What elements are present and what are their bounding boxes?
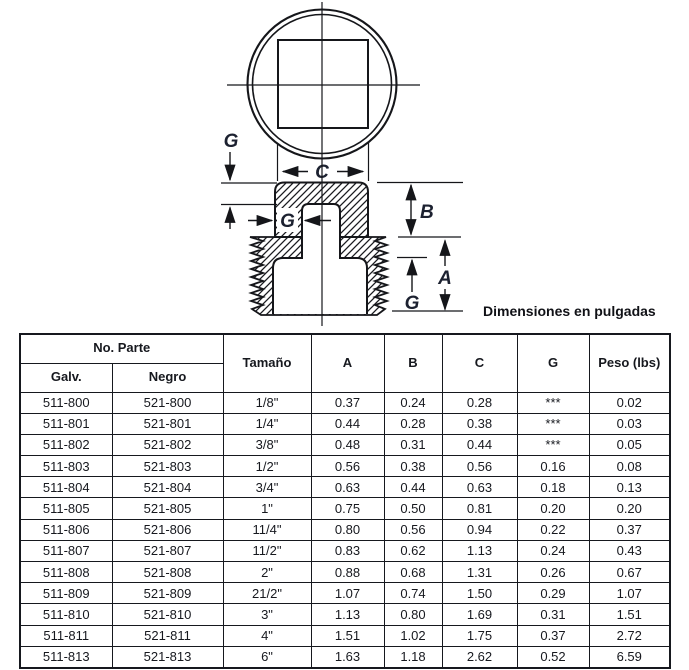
- table-row: [20, 413, 670, 434]
- cell-a: 0.48: [311, 434, 384, 455]
- table-header: [20, 334, 670, 392]
- cell-a: 0.56: [311, 456, 384, 477]
- cell-negro: 521-808: [112, 562, 223, 583]
- cell-peso: 6.59: [589, 646, 670, 668]
- cell-g: 0.29: [517, 583, 589, 604]
- cell-a: 0.37: [311, 392, 384, 413]
- table-row: [20, 646, 670, 668]
- cell-peso: 0.05: [589, 434, 670, 455]
- cell-negro: 521-803: [112, 456, 223, 477]
- cell-negro: 521-805: [112, 498, 223, 519]
- cell-b: 0.62: [384, 540, 442, 561]
- dim-label-g-bottom: G: [404, 293, 420, 314]
- cell-b: 0.50: [384, 498, 442, 519]
- table-body: [20, 392, 670, 668]
- section-bore-cavity: [273, 258, 367, 314]
- cell-negro: 521-811: [112, 625, 223, 646]
- cell-tamano: 2": [223, 562, 311, 583]
- cell-negro: 521-801: [112, 413, 223, 434]
- cell-peso: 0.37: [589, 519, 670, 540]
- cell-b: 0.38: [384, 456, 442, 477]
- cell-tamano: 21/2": [223, 583, 311, 604]
- cell-c: 2.62: [442, 646, 517, 668]
- table-row: [20, 392, 670, 413]
- col-header-a: A: [311, 334, 384, 392]
- cell-c: 0.38: [442, 413, 517, 434]
- dimensions-table: [19, 333, 671, 669]
- cell-galv: 511-806: [20, 519, 112, 540]
- dim-label-g-top: G: [223, 131, 239, 152]
- cell-peso: 0.67: [589, 562, 670, 583]
- section-socket-channel: [302, 204, 340, 259]
- cell-peso: 1.51: [589, 604, 670, 625]
- col-header-galv: Galv.: [20, 363, 112, 392]
- table-row: [20, 456, 670, 477]
- col-header-tamano: Tamaño: [223, 334, 311, 392]
- cell-a: 0.75: [311, 498, 384, 519]
- cell-peso: 0.20: [589, 498, 670, 519]
- cell-tamano: 1": [223, 498, 311, 519]
- cell-negro: 521-806: [112, 519, 223, 540]
- cell-tamano: 3": [223, 604, 311, 625]
- cell-g: 0.37: [517, 625, 589, 646]
- cell-negro: 521-810: [112, 604, 223, 625]
- col-header-b: B: [384, 334, 442, 392]
- cell-g: 0.20: [517, 498, 589, 519]
- technical-drawing: [0, 0, 689, 332]
- cell-c: 0.44: [442, 434, 517, 455]
- cell-peso: 0.43: [589, 540, 670, 561]
- cell-b: 0.56: [384, 519, 442, 540]
- cell-c: 1.31: [442, 562, 517, 583]
- table-row: [20, 583, 670, 604]
- cell-peso: 1.07: [589, 583, 670, 604]
- cell-c: 1.50: [442, 583, 517, 604]
- dim-label-c: C: [315, 162, 329, 183]
- section-view: [250, 183, 387, 316]
- cell-g: ***: [517, 413, 589, 434]
- cell-galv: 511-802: [20, 434, 112, 455]
- top-view: [227, 10, 420, 159]
- cell-g: 0.52: [517, 646, 589, 668]
- cell-negro: 521-813: [112, 646, 223, 668]
- col-header-negro: Negro: [112, 363, 223, 392]
- cell-a: 0.44: [311, 413, 384, 434]
- table-row: [20, 434, 670, 455]
- cell-galv: 511-813: [20, 646, 112, 668]
- dimension-g-bottom: [397, 258, 427, 293]
- cell-peso: 0.13: [589, 477, 670, 498]
- cell-g: 0.31: [517, 604, 589, 625]
- col-header-peso: Peso (lbs): [589, 334, 670, 392]
- cell-c: 0.56: [442, 456, 517, 477]
- cell-galv: 511-808: [20, 562, 112, 583]
- cell-peso: 0.02: [589, 392, 670, 413]
- cell-negro: 521-802: [112, 434, 223, 455]
- cell-a: 1.63: [311, 646, 384, 668]
- cell-a: 0.83: [311, 540, 384, 561]
- cell-peso: 0.03: [589, 413, 670, 434]
- cell-g: 0.26: [517, 562, 589, 583]
- cell-a: 0.88: [311, 562, 384, 583]
- cell-b: 0.74: [384, 583, 442, 604]
- cell-b: 0.24: [384, 392, 442, 413]
- cell-tamano: 1/2": [223, 456, 311, 477]
- cell-tamano: 6": [223, 646, 311, 668]
- cell-c: 0.81: [442, 498, 517, 519]
- cell-b: 0.68: [384, 562, 442, 583]
- cell-tamano: 1/8": [223, 392, 311, 413]
- cell-a: 0.63: [311, 477, 384, 498]
- cell-c: 1.69: [442, 604, 517, 625]
- cell-b: 0.44: [384, 477, 442, 498]
- cell-c: 0.63: [442, 477, 517, 498]
- col-header-g: G: [517, 334, 589, 392]
- cell-negro: 521-807: [112, 540, 223, 561]
- cell-g: ***: [517, 392, 589, 413]
- table-row: [20, 625, 670, 646]
- cell-galv: 511-805: [20, 498, 112, 519]
- cell-a: 0.80: [311, 519, 384, 540]
- cell-c: 0.94: [442, 519, 517, 540]
- cell-tamano: 3/8": [223, 434, 311, 455]
- cell-negro: 521-804: [112, 477, 223, 498]
- table-row: [20, 562, 670, 583]
- dim-label-b: B: [420, 202, 434, 223]
- cell-galv: 511-804: [20, 477, 112, 498]
- cell-peso: 0.08: [589, 456, 670, 477]
- cell-galv: 511-810: [20, 604, 112, 625]
- table-row: [20, 477, 670, 498]
- cell-c: 1.75: [442, 625, 517, 646]
- cell-g: 0.22: [517, 519, 589, 540]
- cell-peso: 2.72: [589, 625, 670, 646]
- cell-tamano: 4": [223, 625, 311, 646]
- table-row: [20, 519, 670, 540]
- cell-galv: 511-803: [20, 456, 112, 477]
- cell-g: 0.16: [517, 456, 589, 477]
- cell-b: 0.28: [384, 413, 442, 434]
- dimension-a: [392, 241, 463, 312]
- cell-a: 1.13: [311, 604, 384, 625]
- cell-b: 0.31: [384, 434, 442, 455]
- cell-galv: 511-811: [20, 625, 112, 646]
- col-header-c: C: [442, 334, 517, 392]
- col-header-no-parte: No. Parte: [20, 334, 223, 363]
- cell-g: 0.24: [517, 540, 589, 561]
- cell-galv: 511-809: [20, 583, 112, 604]
- cell-tamano: 11/4": [223, 519, 311, 540]
- dim-label-a: A: [438, 268, 452, 289]
- cell-galv: 511-807: [20, 540, 112, 561]
- cell-b: 1.02: [384, 625, 442, 646]
- table-row: [20, 604, 670, 625]
- cell-a: 1.51: [311, 625, 384, 646]
- table-row: [20, 540, 670, 561]
- cell-a: 1.07: [311, 583, 384, 604]
- cell-g: ***: [517, 434, 589, 455]
- units-caption: Dimensiones en pulgadas: [483, 303, 656, 319]
- cell-tamano: 11/2": [223, 540, 311, 561]
- cell-galv: 511-800: [20, 392, 112, 413]
- cell-b: 0.80: [384, 604, 442, 625]
- cell-galv: 511-801: [20, 413, 112, 434]
- table-row: [20, 498, 670, 519]
- dimension-g-depth: [221, 152, 277, 229]
- cell-b: 1.18: [384, 646, 442, 668]
- cell-c: 1.13: [442, 540, 517, 561]
- cell-tamano: 1/4": [223, 413, 311, 434]
- cell-c: 0.28: [442, 392, 517, 413]
- cell-tamano: 3/4": [223, 477, 311, 498]
- dim-label-g-socket: G: [280, 211, 295, 232]
- cell-negro: 521-809: [112, 583, 223, 604]
- cell-negro: 521-800: [112, 392, 223, 413]
- cell-g: 0.18: [517, 477, 589, 498]
- square-head-outline: [278, 40, 368, 128]
